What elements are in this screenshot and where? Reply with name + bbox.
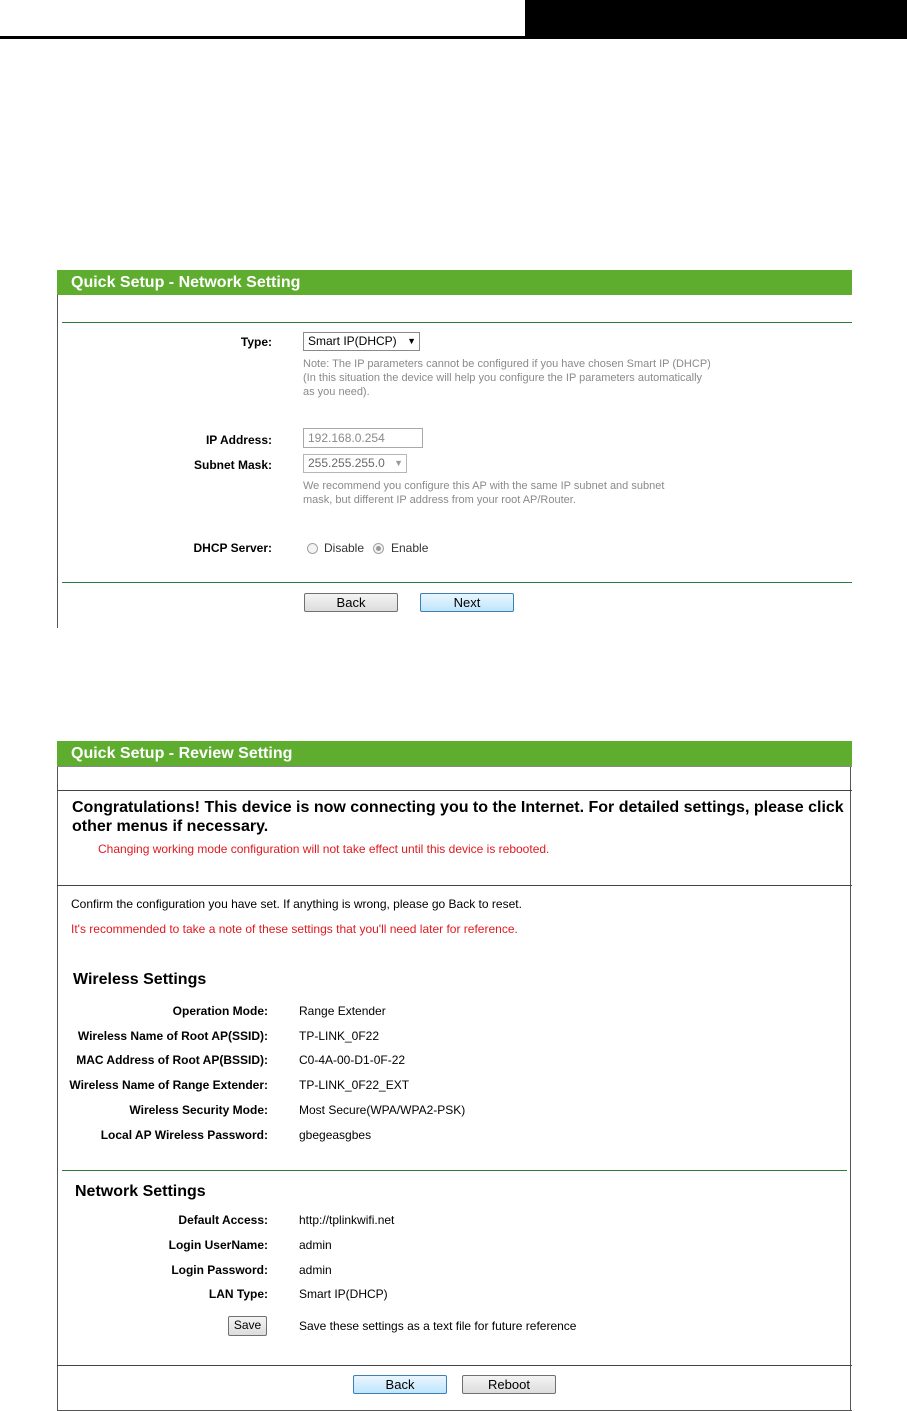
network-row-value: admin (299, 1238, 332, 1252)
congratulations-message: Congratulations! This device is now connecting you to the Internet. For detailed settings, please click other menus if necessary. (72, 799, 844, 835)
ip-address-label: IP Address: (205, 433, 272, 447)
network-row-value: http://tplinkwifi.net (299, 1213, 395, 1227)
wireless-row-value: Range Extender (299, 1004, 386, 1018)
panel-title: Quick Setup - Network Setting (57, 270, 852, 295)
back-button[interactable]: Back (353, 1375, 447, 1394)
divider (57, 1365, 852, 1366)
wireless-settings-heading: Wireless Settings (73, 971, 207, 988)
confirm-text: Confirm the configuration you have set. If anything is wrong, please go Back to reset. (71, 897, 522, 911)
network-settings-heading: Network Settings (75, 1183, 206, 1200)
wireless-row-label: Local AP Wireless Password: (100, 1128, 268, 1142)
divider (57, 885, 852, 886)
dhcp-disable-radio[interactable] (307, 543, 318, 554)
network-row-value: admin (299, 1263, 332, 1277)
reboot-button[interactable]: Reboot (462, 1375, 556, 1394)
type-select-value: Smart IP(DHCP) (308, 334, 397, 348)
reference-note: It's recommended to take a note of these settings that you'll need later for reference. (71, 922, 518, 936)
top-rule (0, 36, 907, 39)
wireless-row-value: gbegeasgbes (299, 1128, 372, 1142)
dhcp-disable-label: Disable (324, 541, 365, 555)
divider (62, 322, 852, 323)
wireless-row-label: Wireless Name of Range Extender: (69, 1078, 268, 1092)
panel-right-border (850, 766, 851, 1411)
dhcp-enable-label: Enable (391, 541, 429, 555)
chevron-down-icon: ▼ (407, 336, 416, 346)
panel-left-border (57, 295, 58, 628)
wireless-row-value: C0-4A-00-D1-0F-22 (299, 1053, 406, 1067)
wireless-row-value: Most Secure(WPA/WPA2-PSK) (299, 1103, 466, 1117)
network-setting-panel (57, 270, 852, 628)
top-black-bar (525, 0, 907, 38)
wireless-row-label: Wireless Security Mode: (129, 1103, 268, 1117)
type-note: Note: The IP parameters cannot be configured if you have chosen Smart IP (DHCP) (In this situation the device will help you configure the IP parameters automatically as you need). (303, 358, 711, 398)
dhcp-enable-radio[interactable] (373, 543, 384, 554)
panel-title: Quick Setup - Review Setting (57, 741, 852, 766)
divider (62, 1170, 847, 1171)
network-row-label: Login Password: (171, 1263, 268, 1277)
subnet-mask-label: Subnet Mask: (193, 458, 272, 472)
dhcp-server-label: DHCP Server: (193, 541, 272, 555)
subnet-mask-select[interactable] (303, 454, 407, 473)
ip-address-input[interactable]: 192.168.0.254 (303, 428, 423, 448)
divider (57, 790, 852, 791)
subnet-mask-value: 255.255.255.0 (308, 456, 385, 470)
back-button[interactable]: Back (304, 593, 398, 612)
wireless-row-value: TP-LINK_0F22_EXT (299, 1078, 410, 1092)
review-setting-panel (57, 741, 852, 1411)
type-label: Type: (240, 335, 272, 349)
divider (57, 766, 852, 767)
subnet-note: We recommend you configure this AP with the same IP subnet and subnet mask, but different IP address from your root AP/Router. (303, 480, 665, 506)
network-row-label: Default Access: (178, 1213, 268, 1227)
network-row-value: Smart IP(DHCP) (299, 1287, 388, 1301)
wireless-row-label: Operation Mode: (172, 1004, 268, 1018)
network-row-label: Login UserName: (168, 1238, 268, 1252)
network-row-label: LAN Type: (208, 1287, 268, 1301)
chevron-down-icon: ▼ (394, 458, 403, 468)
wireless-row-label: Wireless Name of Root AP(SSID): (77, 1029, 268, 1043)
save-button[interactable]: Save (228, 1316, 267, 1336)
panel-left-border (57, 766, 58, 1411)
divider (62, 582, 852, 583)
wireless-row-label: MAC Address of Root AP(BSSID): (76, 1053, 268, 1067)
type-select[interactable] (303, 332, 420, 351)
wireless-row-value: TP-LINK_0F22 (299, 1029, 380, 1043)
save-description: Save these settings as a text file for future reference (299, 1319, 577, 1333)
next-button[interactable]: Next (420, 593, 514, 612)
reboot-warning: Changing working mode configuration will not take effect until this device is rebooted. (98, 842, 550, 856)
